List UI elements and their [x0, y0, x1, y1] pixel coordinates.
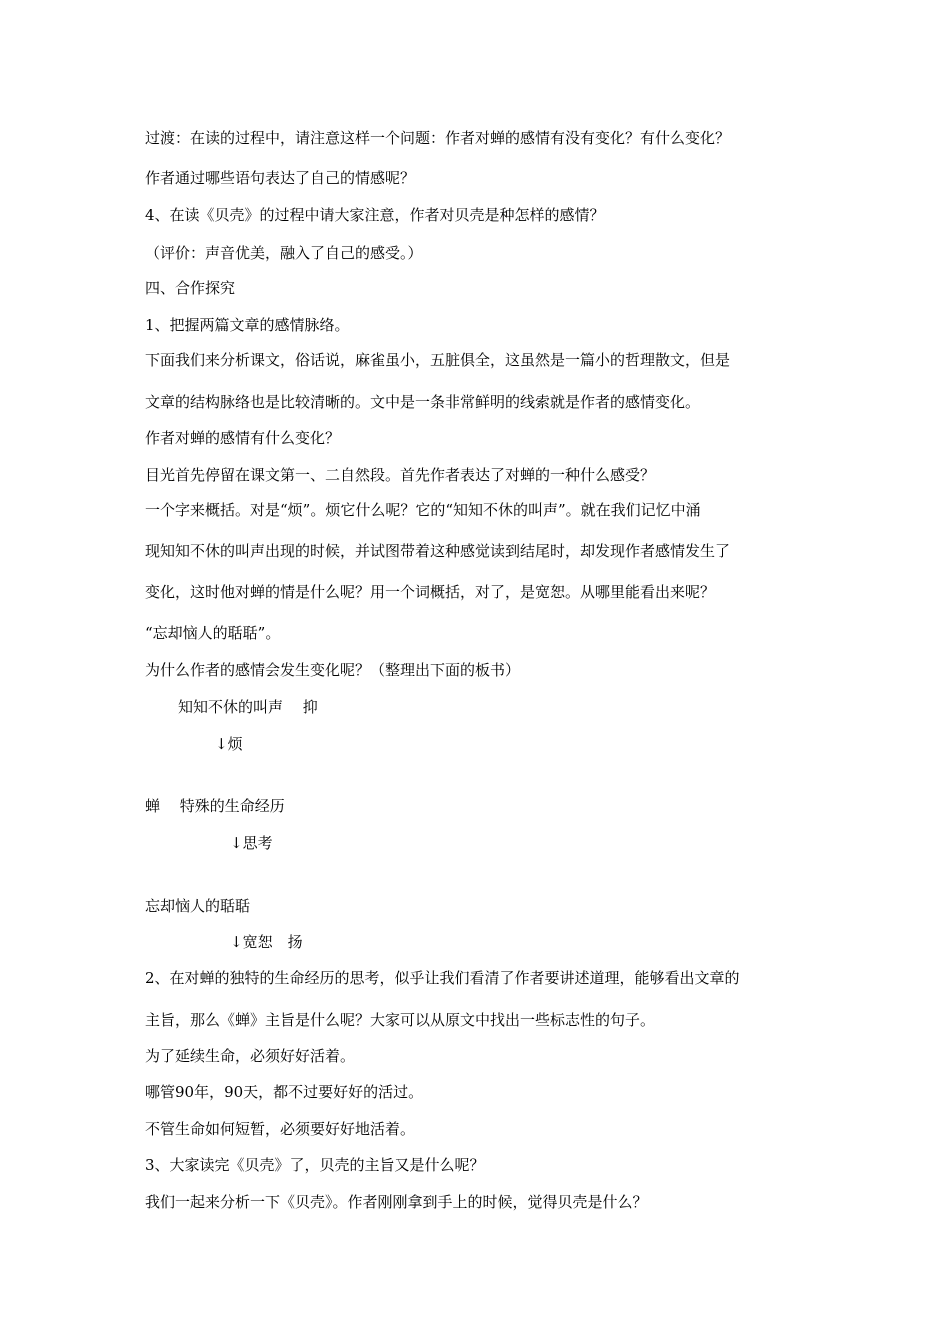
text-line-annoyed-1: 一个字来概括。对是“烦”。烦它什么呢？它的“知知不休的叫声”。就在我们记忆中涌: [145, 501, 701, 519]
board-line-forget: 忘却恼人的聒聒: [145, 897, 251, 915]
text-line-theme-2: 哪管90年，90天，都不过要好好的活过。: [145, 1083, 424, 1101]
text-line-shell-analysis: 我们一起来分析一下《贝壳》。作者刚刚拿到手上的时候，觉得贝壳是什么？: [145, 1193, 648, 1211]
board-line-annoyed: ↓烦: [215, 735, 243, 753]
text-line-item-4: 4、在读《贝壳》的过程中请大家注意，作者对贝壳是种怎样的感情？: [145, 206, 605, 224]
text-line-evaluation: （评价：声音优美，融入了自己的感受。）: [145, 244, 423, 262]
text-line-author-emotion: 作者通过哪些语句表达了自己的情感呢？: [145, 169, 416, 187]
text-line-item-1: 1、把握两篇文章的感情脉络。: [145, 316, 350, 334]
board-line-think: ↓思考: [230, 834, 273, 852]
text-line-item-2b: 主旨，那么《蝉》主旨是什么呢？大家可以从原文中找出一些标志性的句子。: [145, 1011, 656, 1029]
text-line-why: 为什么作者的感情会发生变化呢？（整理出下面的板书）: [145, 661, 521, 679]
text-line-annoyed-3: 变化，这时他对蝉的情是什么呢？用一个词概括，对了，是宽恕。从哪里能看出来呢？: [145, 583, 716, 601]
text-line-theme-1: 为了延续生命，必须好好活着。: [145, 1047, 356, 1065]
text-line-item-3: 3、大家读完《贝壳》了，贝壳的主旨又是什么呢？: [145, 1156, 485, 1174]
text-line-analysis-1: 下面我们来分析课文，俗话说，麻雀虽小，五脏俱全，这虽然是一篇小的哲理散文，但是: [145, 351, 731, 369]
board-line-chirping: 知知不休的叫声 抑: [178, 698, 318, 716]
text-line-question: 作者对蝉的感情有什么变化？: [145, 429, 341, 447]
text-line-analysis-2: 文章的结构脉络也是比较清晰的。文中是一条非常鲜明的线索就是作者的感情变化。: [145, 393, 701, 411]
text-line-transition: 过渡：在读的过程中，请注意这样一个问题：作者对蝉的感情有没有变化？有什么变化？: [145, 129, 731, 147]
text-line-focus: 目光首先停留在课文第一、二自然段。首先作者表达了对蝉的一种什么感受？: [145, 466, 656, 484]
section-heading-cooperative: 四、合作探究: [145, 279, 236, 297]
board-line-cicada: 蝉 特殊的生命经历: [145, 797, 285, 815]
text-line-theme-3: 不管生命如何短暂，必须要好好地活着。: [145, 1120, 416, 1138]
text-line-quote: “忘却恼人的聒聒”。: [145, 624, 281, 642]
board-line-forgive: ↓宽恕 扬: [230, 933, 303, 951]
text-line-item-2a: 2、在对蝉的独特的生命经历的思考，似乎让我们看清了作者要讲述道理，能够看出文章的: [145, 969, 740, 987]
text-line-annoyed-2: 现知知不休的叫声出现的时候，并试图带着这种感觉读到结尾时，却发现作者感情发生了: [145, 542, 731, 560]
